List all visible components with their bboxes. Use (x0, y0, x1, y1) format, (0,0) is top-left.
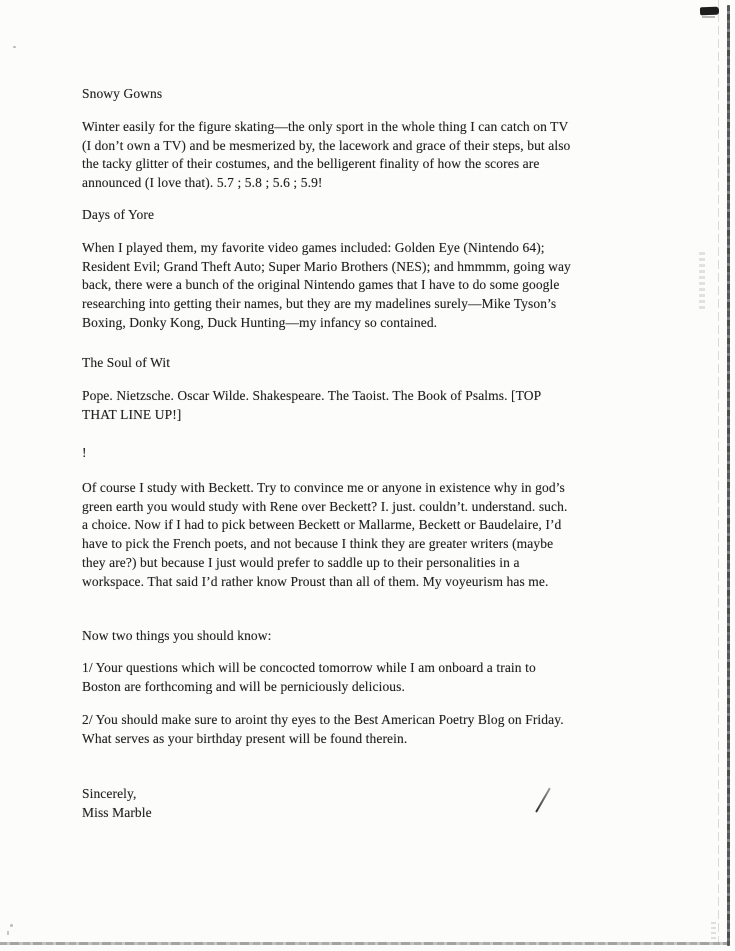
paragraph-beckett (82, 479, 567, 591)
text-line: Boston are forthcoming and will be perniciously delicious. (82, 678, 405, 694)
text-line: Winter easily for the figure skating—the only sport in the whole thing I can catch on TV (82, 119, 569, 134)
text-line: green earth you would study with Rene over Beckett? I. just. couldn’t. understand. such. (82, 498, 568, 514)
speck-mark (13, 46, 16, 48)
text-line: 1/ Your questions which will be concocted tomorrow while I am onboard a train to (82, 660, 536, 675)
heading-text: Snowy Gowns (82, 86, 163, 101)
bleedthrough-text-marks (699, 252, 705, 310)
closing-text: Sincerely, (82, 786, 137, 801)
signature-name: Miss Marble (82, 804, 152, 820)
pen-slash-mark (535, 787, 550, 812)
signature-block (82, 785, 152, 822)
text-line: Resident Evil; Grand Theft Auto; Super Mario Brothers (NES); and hmmmm, going way (82, 258, 571, 274)
heading-text: The Soul of Wit (82, 355, 171, 370)
scan-edge-bottom-line (0, 942, 727, 945)
text-line: workspace. That said I’d rather know Proust than all of them. My voyeurism has me. (82, 573, 549, 589)
paragraph-video-games (82, 239, 571, 333)
section-heading-days-of-yore (82, 206, 154, 225)
text-line: Now two things you should know: (82, 628, 272, 643)
ink-smudge-mark (700, 7, 719, 16)
scan-edge-faint-line (718, 0, 719, 948)
speck-mark (10, 924, 13, 927)
paragraph-figure-skating (82, 118, 570, 193)
scan-edge-dark-line (727, 5, 730, 946)
speck-mark (7, 931, 9, 935)
speck-marks (7, 924, 15, 936)
paragraph-item-2 (82, 711, 564, 748)
text-line: Of course I study with Beckett. Try to convince me or anyone in existence why in god’s (82, 480, 565, 495)
text-line: Pope. Nietzsche. Oscar Wilde. Shakespeare. The Taoist. The Book of Psalms. [TOP (82, 388, 542, 403)
text-line: What serves as your birthday present will be found therein. (82, 730, 408, 746)
text-line: THAT LINE UP!] (82, 406, 182, 422)
text-line: 2/ You should make sure to aroint thy eyes to the Best American Poetry Blog on Friday. (82, 712, 564, 727)
text-line: have to pick the French poets, and not because I think they are greater writers (maybe (82, 536, 554, 552)
text-line: (I don’t own a TV) and be mesmerized by, the lacework and grace of their steps, but also (82, 137, 571, 153)
text-line: the tacky glitter of their costumes, and the belligerent finality of how the scores are (82, 156, 540, 172)
section-heading-snowy-gowns (82, 85, 162, 104)
ink-smudge-tail (702, 16, 715, 18)
text-line: announced (I love that). 5.7 ; 5.8 ; 5.6 ; 5.9! (82, 175, 323, 191)
scan-speckle-marks (711, 922, 716, 940)
paragraph-two-things-intro (82, 627, 271, 646)
heading-text: Days of Yore (82, 207, 155, 222)
text-line: ! (82, 445, 87, 460)
section-heading-soul-of-wit (82, 354, 170, 373)
paragraph-writers-list (82, 387, 541, 424)
text-line: Boxing, Donky Kong, Duck Hunting—my infancy so contained. (82, 314, 438, 330)
paragraph-item-1 (82, 659, 536, 696)
exclamation-line (82, 444, 87, 463)
text-line: When I played them, my favorite video games included: Golden Eye (Nintendo 64); (82, 240, 545, 255)
text-line: researching into getting their names, but they are my madelines surely—Mike Tyson’s (82, 296, 557, 312)
text-line: a choice. Now if I had to pick between Beckett or Mallarme, Beckett or Baudelaire, I’d (82, 517, 562, 533)
text-line: they are?) but because I just would prefer to saddle up to their personalities in a (82, 554, 520, 570)
text-line: back, there were a bunch of the original Nintendo games that I have to do some google (82, 277, 560, 293)
